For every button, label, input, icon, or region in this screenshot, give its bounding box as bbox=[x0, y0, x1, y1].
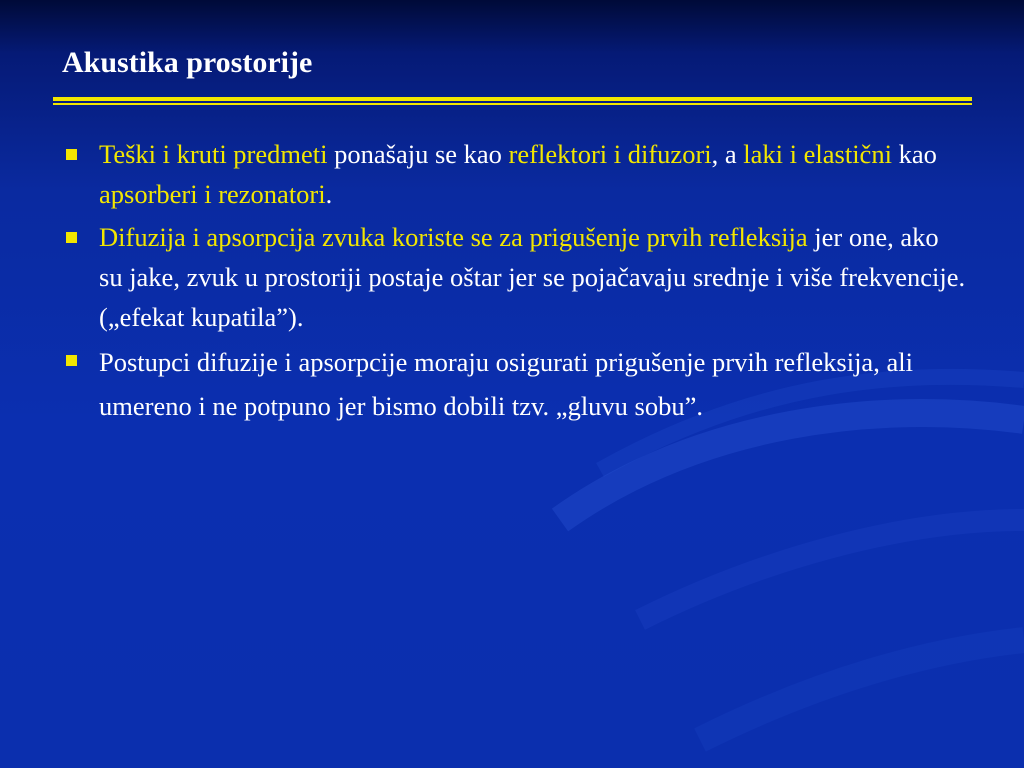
bullet-list bbox=[62, 134, 967, 431]
square-bullet-icon bbox=[66, 149, 77, 160]
bullet-text-segment: Difuzija i apsorpcija zvuka koriste se za prigušenje prvih refleksija bbox=[99, 222, 808, 252]
bullet-item bbox=[62, 217, 967, 337]
slide-title: Akustika prostorije bbox=[62, 46, 313, 79]
bullet-text-segment: jer one, ako su jake, zvuk u prostoriji postaje oštar jer se pojačavaju srednje i više frekvencije. („efekat kupatila”). bbox=[99, 222, 966, 332]
bullet-item bbox=[62, 134, 967, 214]
bullet-text-segment: . bbox=[325, 179, 333, 209]
bullet-text-segment: apsorberi i rezonatori bbox=[99, 179, 326, 209]
square-bullet-icon bbox=[66, 355, 77, 366]
square-bullet-icon bbox=[66, 232, 77, 243]
bullet-text-segment: Postupci difuzije i apsorpcije moraju osigurati prigušenje prvih refleksija, ali umereno i ne potpuno jer bismo dobili tzv. „gluvu sobu”. bbox=[99, 347, 913, 421]
bullet-text-segment: Teški i kruti predmeti bbox=[99, 139, 328, 169]
bullet-item bbox=[62, 340, 967, 428]
bullet-text-segment: laki i elastični bbox=[743, 139, 892, 169]
bullet-text-segment: kao bbox=[891, 139, 937, 169]
title-divider-thin bbox=[53, 103, 972, 105]
bullet-text-segment: ponašaju se kao bbox=[327, 139, 509, 169]
title-divider-thick bbox=[53, 97, 972, 101]
bullet-text-segment: reflektori i difuzori bbox=[508, 139, 712, 169]
bullet-text-segment: , a bbox=[711, 139, 744, 169]
